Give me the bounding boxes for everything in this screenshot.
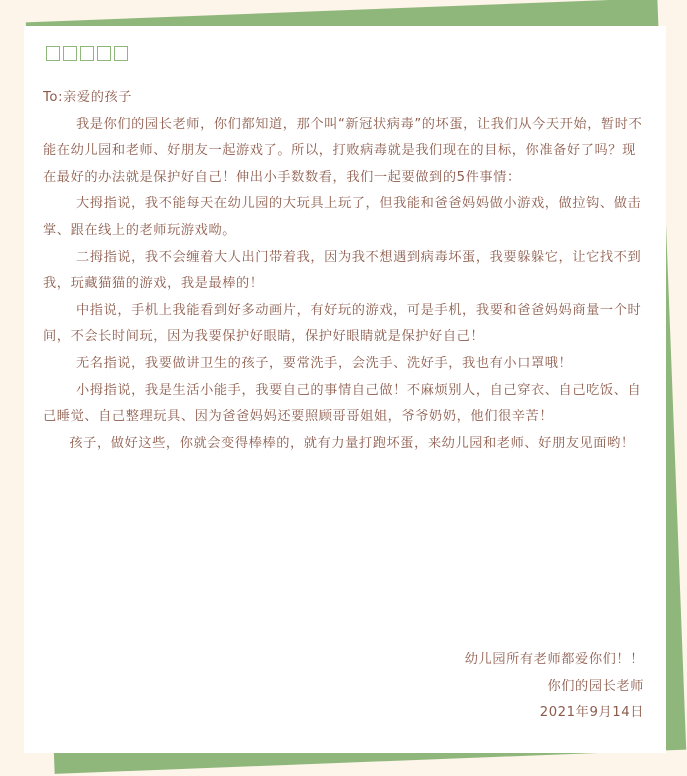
- signoff-signature: 你们的园长老师: [547, 678, 644, 694]
- greeting: To:亲爱的孩子: [43, 90, 133, 105]
- title-glyph-box: [80, 46, 94, 61]
- letter-card: [24, 26, 666, 753]
- paragraph-index-finger: 二拇指说，我不会缠着大人出门带着我，因为我不想遇到病毒坏蛋，我要躲躲它，让它找不到我，玩藏猫猫的游戏，我是最棒的！: [43, 249, 642, 292]
- letter-body: [43, 85, 647, 457]
- title-glyph-box: [46, 46, 60, 61]
- paragraph-intro: 我是你们的园长老师，你们都知道，那个叫“新冠状病毒”的坏蛋，让我们从今天开始，暂时不能在幼儿园和老师、好朋友一起游戏了。所以，打败病毒就是我们现在的目标，你准备好了吗？现在最好的办法就是保护好自己！伸出小手数数看，我们一起要做到的5件事情：: [43, 116, 643, 185]
- paragraph-middle-finger: 中指说，手机上我能看到好多动画片，有好玩的游戏，可是手机，我要和爸爸妈妈商量一个时间，不会长时间玩，因为我要保护好眼睛，保护好眼睛就是保护好自己！: [43, 302, 642, 345]
- paragraph-little-finger: 小拇指说，我是生活小能手，我要自己的事情自己做！不麻烦别人，自己穿衣、自己吃饭、自己睡觉、自己整理玩具、因为爸爸妈妈还要照顾哥哥姐姐，爷爷奶奶，他们很辛苦！: [43, 382, 642, 425]
- signoff-love-line: 幼儿园所有老师都爱你们！！: [464, 652, 644, 667]
- paragraph-thumb: 大拇指说，我不能每天在幼儿园的大玩具上玩了，但我能和爸爸妈妈做小游戏，做拉钩、做击掌、跟在线上的老师玩游戏呦。: [43, 196, 642, 238]
- title-glyph-box: [114, 46, 128, 61]
- title-glyph-box: [97, 46, 111, 61]
- paragraph-ring-finger: 无名指说，我要做讲卫生的孩子，要常洗手，会洗手、洗好手，我也有小口罩哦！: [76, 355, 573, 371]
- paragraph-closing: 孩子，做好这些，你就会变得棒棒的，就有力量打跑坏蛋，来幼儿园和老师、好朋友见面哟！: [69, 435, 635, 451]
- title-glyph-box: [63, 46, 77, 61]
- signoff-block: [465, 647, 644, 727]
- signoff-date: 2021年9月14日: [539, 705, 644, 721]
- letter-title: [46, 46, 128, 61]
